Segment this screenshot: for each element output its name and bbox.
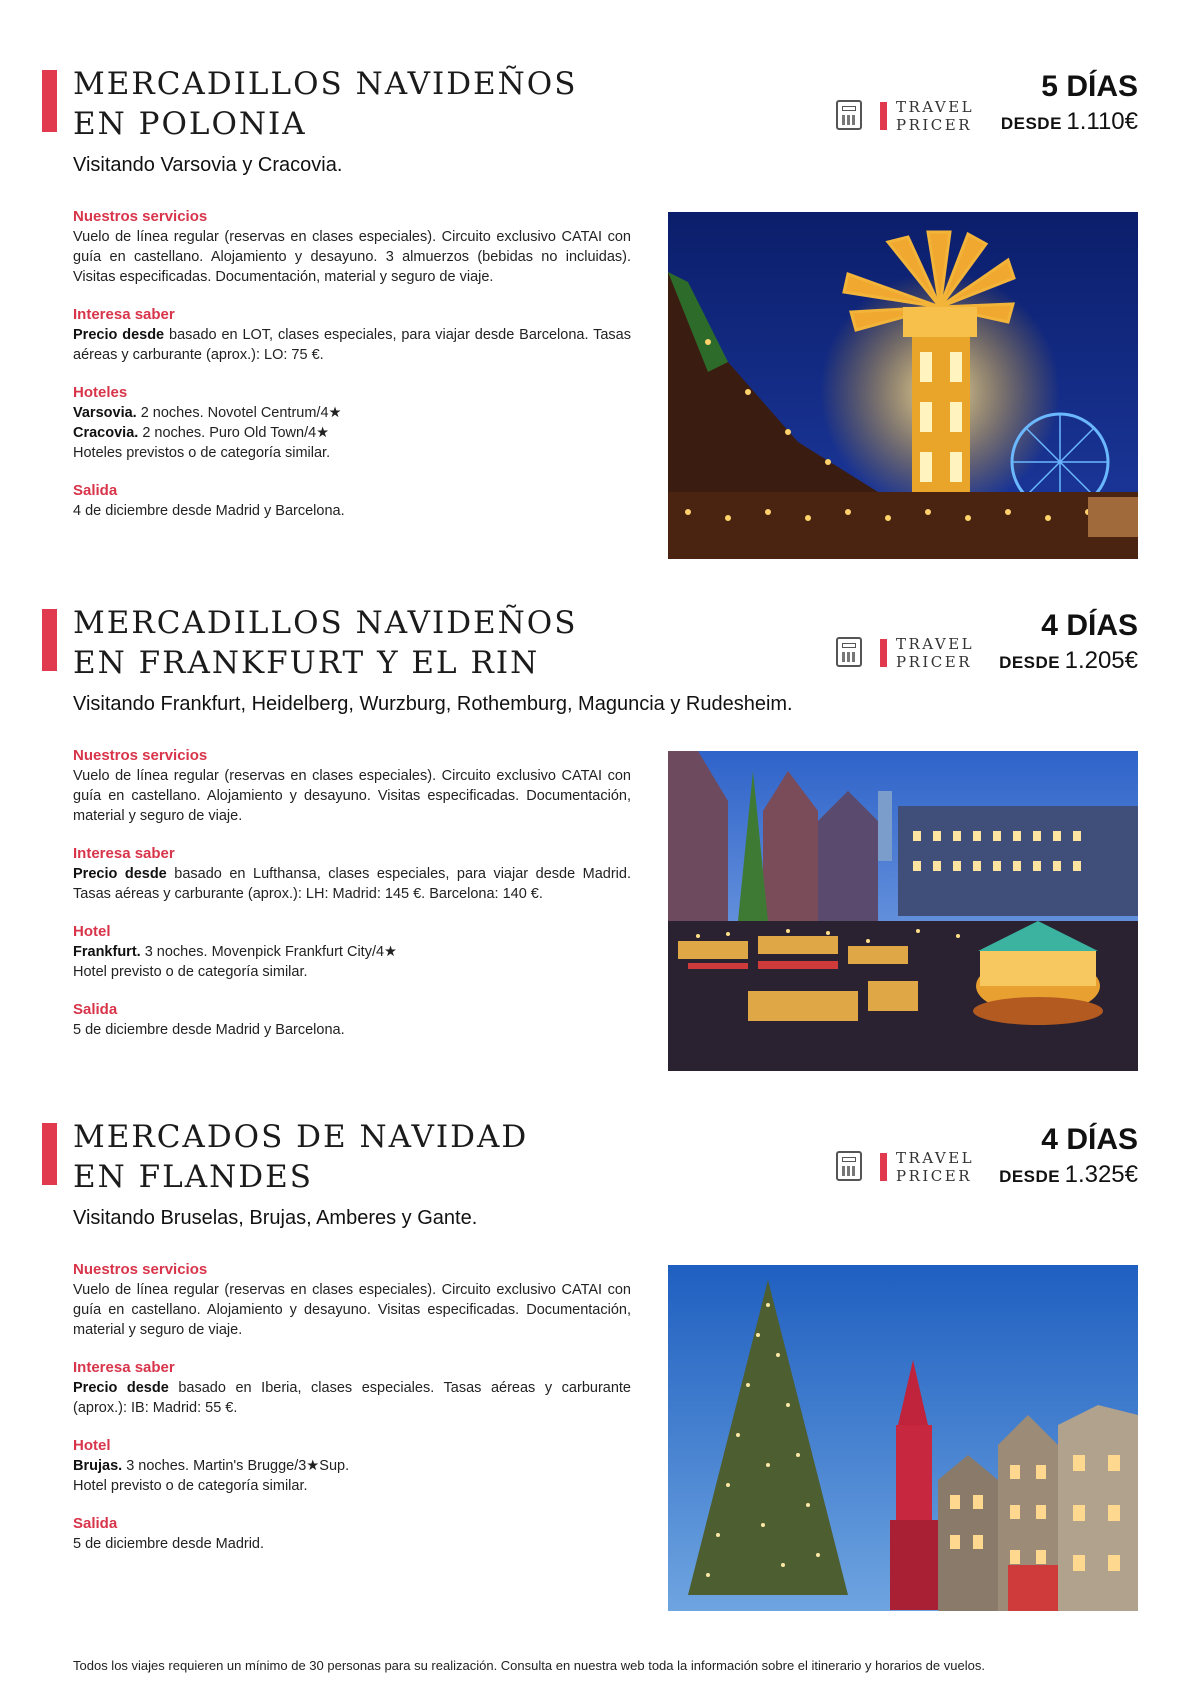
info-text xyxy=(73,864,631,904)
trip-details xyxy=(73,1260,631,1572)
hotels-section xyxy=(73,1436,631,1496)
hotels-section xyxy=(73,383,631,463)
title-line-1: MERCADOS DE NAVIDAD xyxy=(73,1119,529,1155)
price-amount: 1.110€ xyxy=(1066,108,1138,135)
hotel-detail: 2 noches. Novotel Centrum/4★ xyxy=(136,405,342,421)
trip-days: 4 DÍAS xyxy=(1041,609,1138,642)
logo-accent-bar xyxy=(880,1153,887,1181)
info-heading: Interesa saber xyxy=(73,1359,175,1376)
trip-subtitle: Visitando Frankfurt, Heidelberg, Wurzburg, Rothemburg, Maguncia y Rudesheim. xyxy=(73,693,793,715)
travel-pricer-logo[interactable] xyxy=(836,633,976,677)
pricer-word: PRICER xyxy=(896,653,973,671)
travel-pricer-text xyxy=(896,98,974,134)
title-line-2: EN FLANDES xyxy=(73,1159,313,1195)
calculator-icon xyxy=(836,100,862,130)
departure-heading: Salida xyxy=(73,1515,118,1532)
logo-accent-bar xyxy=(880,639,887,667)
hotel-note: Hoteles previstos o de categoría similar. xyxy=(73,445,331,461)
trip-photo xyxy=(668,751,1138,1071)
services-text: Vuelo de línea regular (reservas en clases especiales). Circuito exclusivo CATAI con guía en castellano. Alojamiento y desayuno. 3 almuerzos (bebidas no incluidas). Visitas especificadas. Documentación, material y seguro de viaje. xyxy=(73,229,631,285)
trip-price xyxy=(999,1161,1138,1189)
trip-subtitle: Visitando Varsovia y Cracovia. xyxy=(73,154,343,176)
title-line-1: MERCADILLOS NAVIDEÑOS xyxy=(73,605,578,641)
services-section xyxy=(73,207,631,287)
services-heading: Nuestros servicios xyxy=(73,747,208,764)
price-desde-label: DESDE xyxy=(1000,114,1062,133)
services-text: Vuelo de línea regular (reservas en clases especiales). Circuito exclusivo CATAI con guía en castellano. Alojamiento y desayuno. Visitas especificadas. Documentación, material y seguro de viaje. xyxy=(73,1282,631,1338)
services-text: Vuelo de línea regular (reservas en clases especiales). Circuito exclusivo CATAI con guía en castellano. Alojamiento y desayuno. Visitas especificadas. Documentación, material y seguro de viaje. xyxy=(73,768,631,824)
info-bold: Precio desde xyxy=(73,866,167,882)
hotel-detail: 3 noches. Martin's Brugge/3★Sup. xyxy=(122,1458,350,1474)
trip-price xyxy=(1001,108,1138,136)
services-heading: Nuestros servicios xyxy=(73,208,208,225)
trip-price xyxy=(999,647,1138,675)
hotel-line xyxy=(73,1456,631,1476)
departure-text: 5 de diciembre desde Madrid. xyxy=(73,1536,265,1552)
price-desde-label: DESDE xyxy=(999,653,1061,672)
title-line-1: MERCADILLOS NAVIDEÑOS xyxy=(73,66,578,102)
price-amount: 1.325€ xyxy=(1064,1161,1138,1188)
hotels-heading: Hotel xyxy=(73,1437,111,1454)
travel-word: TRAVEL xyxy=(896,98,975,116)
trip-title xyxy=(73,603,577,683)
hotels-heading: Hotel xyxy=(73,923,111,940)
title-accent-bar xyxy=(42,609,57,671)
price-desde-label: DESDE xyxy=(999,1167,1061,1186)
departure-heading: Salida xyxy=(73,482,118,499)
trip-photo xyxy=(668,1265,1138,1611)
trip-title xyxy=(73,1117,528,1197)
hotel-line xyxy=(73,403,631,423)
price-amount: 1.205€ xyxy=(1064,647,1138,674)
hotels-heading: Hoteles xyxy=(73,384,128,401)
trip-details xyxy=(73,207,631,539)
title-line-2: EN FRANKFURT Y EL RIN xyxy=(73,645,540,681)
info-body: basado en Iberia, clases especiales. Tasas aéreas y carburante (aprox.): IB: Madrid: 55 €. xyxy=(73,1380,631,1416)
info-bold: Precio desde xyxy=(73,1380,169,1396)
hotel-city: Brujas. xyxy=(73,1458,123,1474)
hotel-detail: 2 noches. Puro Old Town/4★ xyxy=(138,425,330,441)
title-accent-bar xyxy=(42,1123,57,1185)
travel-pricer-text xyxy=(896,635,974,671)
departure-section xyxy=(73,1514,631,1554)
hotel-note: Hotel previsto o de categoría similar. xyxy=(73,964,308,980)
pricer-word: PRICER xyxy=(896,1167,973,1185)
info-section xyxy=(73,844,631,904)
logo-accent-bar xyxy=(880,102,887,130)
info-body: basado en LOT, clases especiales, para viajar desde Barcelona. Tasas aéreas y carburante (aprox.): LO: 75 €. xyxy=(73,327,631,363)
trip-days: 5 DÍAS xyxy=(1041,70,1138,103)
info-heading: Interesa saber xyxy=(73,306,175,323)
calculator-icon xyxy=(836,1151,862,1181)
travel-pricer-text xyxy=(896,1149,974,1185)
trip-title xyxy=(73,64,577,144)
title-accent-bar xyxy=(42,70,57,132)
departure-text: 5 de diciembre desde Madrid y Barcelona. xyxy=(73,1022,345,1038)
info-text xyxy=(73,1378,631,1418)
departure-heading: Salida xyxy=(73,1001,118,1018)
departure-section xyxy=(73,481,631,521)
travel-word: TRAVEL xyxy=(896,1149,975,1167)
info-section xyxy=(73,305,631,365)
title-line-2: EN POLONIA xyxy=(73,106,307,142)
trip-photo xyxy=(668,212,1138,559)
hotel-note: Hotel previsto o de categoría similar. xyxy=(73,1478,308,1494)
info-text xyxy=(73,325,631,365)
hotel-detail: 3 noches. Movenpick Frankfurt City/4★ xyxy=(140,944,398,960)
services-heading: Nuestros servicios xyxy=(73,1261,208,1278)
pricer-word: PRICER xyxy=(896,116,973,134)
departure-section xyxy=(73,1000,631,1040)
travel-pricer-logo[interactable] xyxy=(836,96,976,140)
travel-pricer-logo[interactable] xyxy=(836,1147,976,1191)
trip-details xyxy=(73,746,631,1058)
services-section xyxy=(73,1260,631,1340)
hotel-city: Frankfurt. xyxy=(73,944,141,960)
services-section xyxy=(73,746,631,826)
frankfurt-market-image xyxy=(668,751,1138,1071)
antwerp-square-image xyxy=(668,1265,1138,1611)
trip-days: 4 DÍAS xyxy=(1041,1123,1138,1156)
hotel-line xyxy=(73,423,631,443)
hotel-city: Cracovia. xyxy=(73,425,139,441)
info-body: basado en Lufthansa, clases especiales, para viajar desde Madrid. Tasas aéreas y carburante (aprox.): LH: Madrid: 145 €. Barcelona: 140 €. xyxy=(73,866,632,902)
christmas-pyramid-image xyxy=(668,212,1138,559)
departure-text: 4 de diciembre desde Madrid y Barcelona. xyxy=(73,503,345,519)
footer-note: Todos los viajes requieren un mínimo de 30 personas para su realización. Consulta en nuestra web toda la información sobre el itinerario y horarios de vuelos. xyxy=(73,1658,985,1673)
travel-word: TRAVEL xyxy=(896,635,975,653)
info-bold: Precio desde xyxy=(73,327,165,343)
info-section xyxy=(73,1358,631,1418)
info-heading: Interesa saber xyxy=(73,845,175,862)
hotels-section xyxy=(73,922,631,982)
calculator-icon xyxy=(836,637,862,667)
hotel-city: Varsovia. xyxy=(73,405,137,421)
trip-subtitle: Visitando Bruselas, Brujas, Amberes y Gante. xyxy=(73,1207,478,1229)
hotel-line xyxy=(73,942,631,962)
